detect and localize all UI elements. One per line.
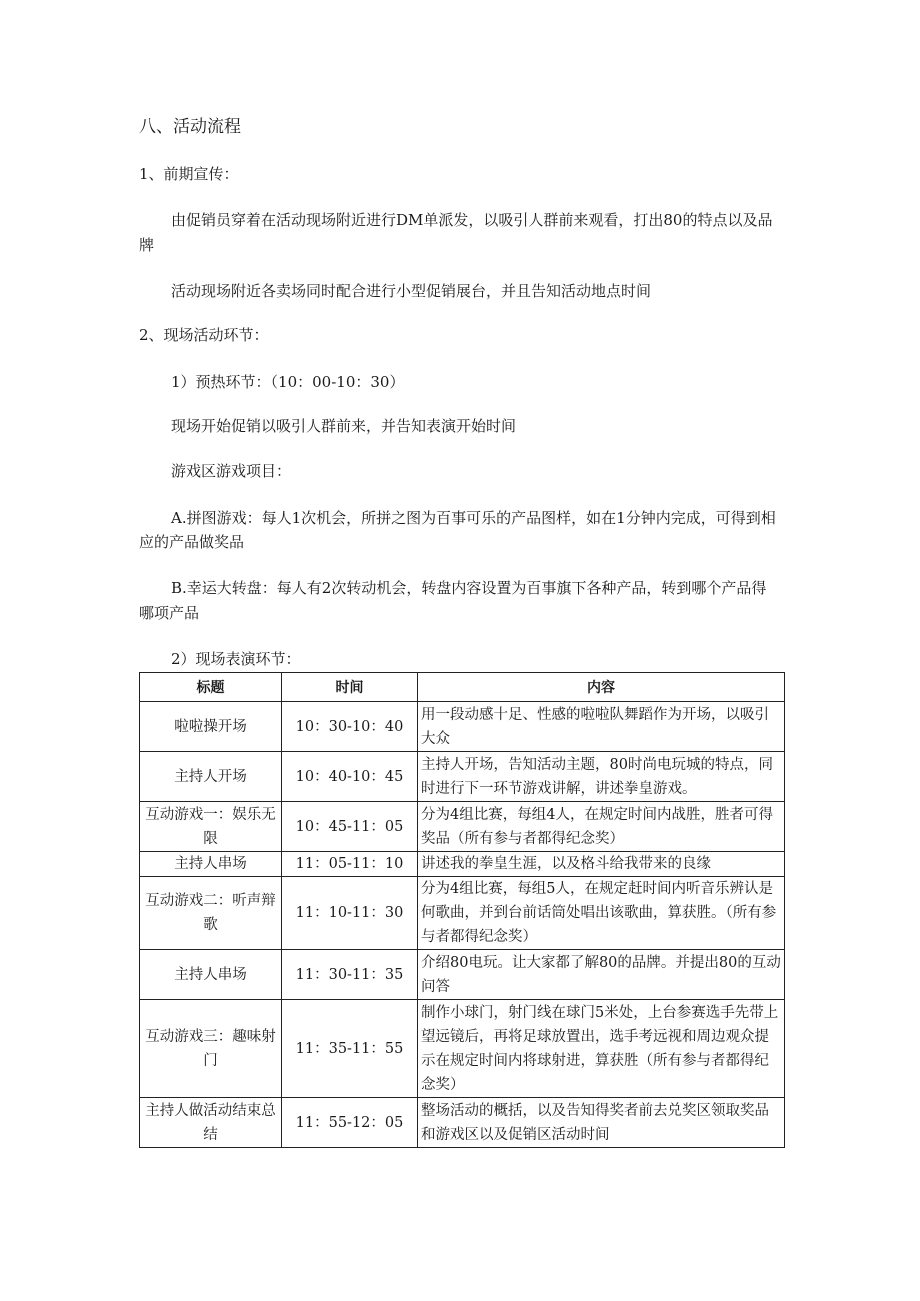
table-row: [140, 702, 785, 752]
row-content: 介绍80电玩。让大家都了解80的品牌。并提出80的互动问答: [418, 950, 785, 1000]
row-content: 分为4组比赛，每组4人，在规定时间内战胜，胜者可得奖品（所有参与者都得纪念奖）: [418, 802, 785, 852]
row-title: 互动游戏三：趣味射门: [140, 1000, 282, 1098]
row-time: 10：40-10：45: [282, 752, 418, 802]
row-content: 主持人开场，告知活动主题，80时尚电玩城的特点，同时进行下一环节游戏讲解，讲述拳皇游戏。: [418, 752, 785, 802]
gameB-line1: B.幸运大转盘：每人有2次转动机会，转盘内容设置为百事旗下各种产品，转到哪个产品得: [171, 579, 767, 597]
row-title: 互动游戏一：娱乐无限: [140, 802, 282, 852]
row-title: 啦啦操开场: [140, 702, 282, 752]
table-row: [140, 877, 785, 950]
gameA-line1: A.拼图游戏：每人1次机会，所拼之图为百事可乐的产品图样，如在1分钟内完成，可得到相: [171, 509, 776, 527]
part1-para1-line2: 牌: [139, 236, 155, 254]
row-time: 11：05-11：10: [282, 852, 418, 877]
section-title: 八、活动流程: [139, 117, 241, 137]
table-row: [140, 802, 785, 852]
schedule-table: [139, 672, 785, 1148]
table-header-row: [140, 673, 785, 702]
header-time: 时间: [282, 673, 418, 702]
part2-sub1-heading: 1）预热环节：（10：00-10：30）: [171, 373, 405, 391]
part1-para2: 活动现场附近各卖场同时配合进行小型促销展台，并且告知活动地点时间: [171, 282, 652, 300]
table-row: [140, 1098, 785, 1148]
table-row: [140, 852, 785, 877]
gameB-line2: 哪项产品: [139, 604, 200, 622]
header-title: 标题: [140, 673, 282, 702]
part2-sub1-text: 现场开始促销以吸引人群前来，并告知表演开始时间: [171, 417, 517, 435]
row-content: 讲述我的拳皇生涯，以及格斗给我带来的良缘: [418, 852, 785, 877]
row-content: 用一段动感十足、性感的啦啦队舞蹈作为开场，以吸引大众: [418, 702, 785, 752]
games-heading: 游戏区游戏项目：: [171, 462, 292, 480]
row-title: 主持人串场: [140, 950, 282, 1000]
row-content: 分为4组比赛，每组5人，在规定赶时间内听音乐辨认是何歌曲，并到台前话筒处唱出该歌曲，算获胜。（所有参与者都得纪念奖）: [418, 877, 785, 950]
part2-sub2-heading: 2）现场表演环节：: [171, 650, 301, 668]
row-time: 10：30-10：40: [282, 702, 418, 752]
row-content: 制作小球门，射门线在球门5米处，上台参赛选手先带上望远镜后，再将足球放置出，选手考远视和周边观众提示在规定时间内将球射进，算获胜（所有参与者都得纪念奖）: [418, 1000, 785, 1098]
row-title: 主持人开场: [140, 752, 282, 802]
row-time: 10：45-11：05: [282, 802, 418, 852]
row-title: 互动游戏二：听声辩歌: [140, 877, 282, 950]
row-time: 11：10-11：30: [282, 877, 418, 950]
row-title: 主持人做活动结束总结: [140, 1098, 282, 1148]
row-content: 整场活动的概括，以及告知得奖者前去兑奖区领取奖品和游戏区以及促销区活动时间: [418, 1098, 785, 1148]
row-time: 11：30-11：35: [282, 950, 418, 1000]
part1-para1-line1: 由促销员穿着在活动现场附近进行DM单派发，以吸引人群前来观看，打出80的特点以及品: [171, 211, 773, 229]
part1-heading: 1、前期宣传：: [139, 165, 239, 183]
header-content: 内容: [418, 673, 785, 702]
row-time: 11：55-12：05: [282, 1098, 418, 1148]
part2-heading: 2、现场活动环节：: [139, 326, 269, 344]
gameA-line2: 应的产品做奖品: [139, 533, 245, 551]
table-row: [140, 752, 785, 802]
table-row: [140, 1000, 785, 1098]
row-title: 主持人串场: [140, 852, 282, 877]
table-row: [140, 950, 785, 1000]
row-time: 11：35-11：55: [282, 1000, 418, 1098]
